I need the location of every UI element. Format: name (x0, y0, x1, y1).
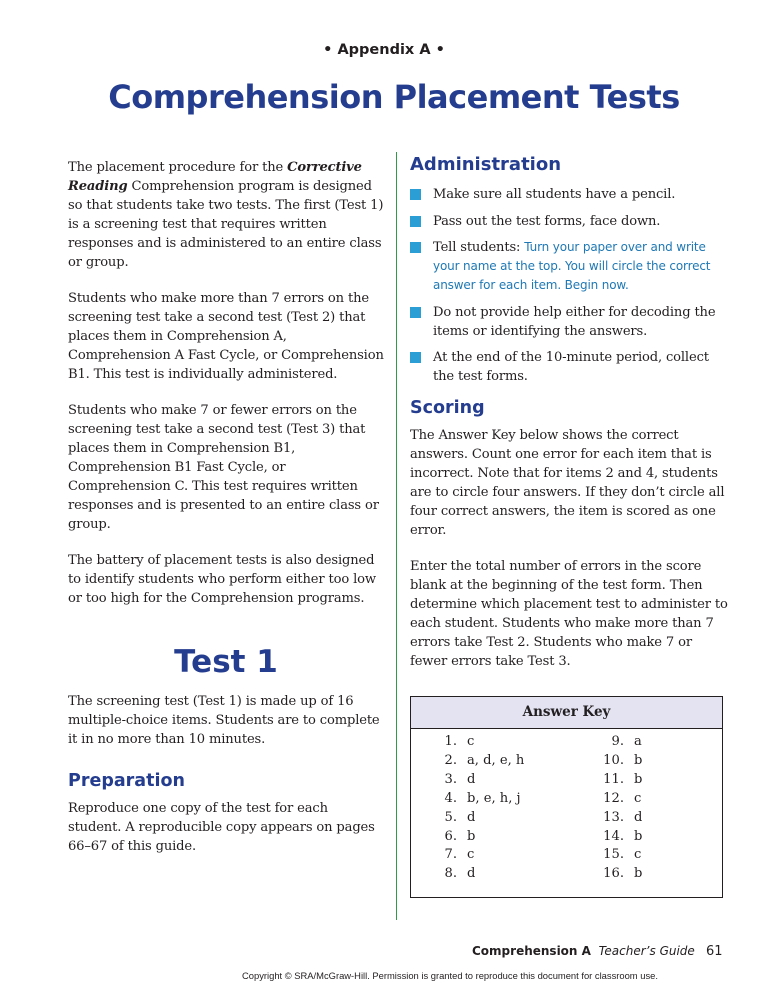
preparation-heading: Preparation (68, 771, 185, 791)
answer-key-number: 2. (444, 752, 457, 768)
intro-lead: The placement procedure for the (68, 160, 288, 175)
list-item: Do not provide help either for decoding the items or identifying the answers. (410, 303, 728, 341)
answer-key-number: 13. (603, 809, 624, 825)
answer-key-answer: d (467, 866, 476, 882)
preparation-text: Reproduce one copy of the test for each student. A reproducible copy appears on pages 66–67 of this guide. (68, 801, 375, 854)
square-bullet-icon (410, 307, 421, 318)
answer-key-table (410, 696, 723, 898)
paragraph-battery: The battery of placement tests is also designed to identify students who perform either too low or too high for the Comprehension programs. (68, 553, 376, 606)
answer-key-answer: b (467, 828, 476, 844)
answer-key-number: 4. (444, 790, 457, 806)
list-item: At the end of the 10-minute period, collect the test forms. (410, 348, 728, 386)
page-number: 61 (706, 944, 723, 959)
square-bullet-icon (410, 216, 421, 227)
answer-key-number: 12. (603, 790, 624, 806)
scoring-paragraph-2: Enter the total number of errors in the score blank at the beginning of the test form. Then determine which placement test to administer to each student. Students who make more than 7 errors take Test 2. Students who make 7 or fewer errors take Test 3. (410, 559, 728, 669)
answer-key-answer: b (634, 866, 643, 882)
answer-key-answer: b (634, 771, 643, 787)
square-bullet-icon (410, 352, 421, 363)
answer-key-number: 6. (444, 828, 457, 844)
answer-key-number: 1. (444, 734, 457, 749)
paragraph-test3: Students who make 7 or fewer errors on the screening test take a second test (Test 3) that places them in Comprehension B1, Comprehension B1 Fast Cycle, or Comprehension C. This test requires written responses and is presented to an entire class or group. (68, 403, 379, 532)
answer-key-number: 8. (444, 866, 457, 882)
intro-rest: Comprehension program is designed so that students take two tests. The first (Test 1) is a screening test that requires written responses and is administered to an entire class or group. (68, 179, 384, 270)
list-item: Pass out the test forms, face down. (410, 212, 728, 231)
answer-key-title: Answer Key (411, 697, 722, 729)
square-bullet-icon (410, 189, 421, 200)
answer-key-answer: a (634, 734, 642, 749)
paragraph-test2: Students who make more than 7 errors on the screening test take a second test (Test 2) that places them in Comprehension A, Comprehension A Fast Cycle, or Comprehension B1. This test is individually administered. (68, 291, 384, 382)
test1-heading: Test 1 (174, 644, 278, 680)
scoring-heading: Scoring (410, 398, 485, 418)
scoring-paragraph: The Answer Key below shows the correct answers. Count one error for each item that is incorrect. Note that for items 2 and 4, students are to circle four answers. If they don’t circle all four correct answers, the item is scored as one error. (410, 428, 725, 538)
answer-key-answer: c (467, 734, 475, 749)
answer-key-answer: d (634, 809, 643, 825)
square-bullet-icon (410, 242, 421, 253)
test1-description: The screening test (Test 1) is made up of 16 multiple-choice items. Students are to complete it in no more than 10 minutes. (68, 694, 380, 747)
guide-title: Comprehension A Teacher’s Guide (472, 944, 695, 958)
answer-key-number: 15. (603, 847, 624, 863)
program-name: Corrective Reading (68, 160, 362, 194)
answer-key-number: 9. (611, 734, 624, 749)
intro-paragraph (68, 158, 384, 272)
column-divider (396, 152, 397, 920)
list-item: Make sure all students have a pencil. (410, 185, 728, 204)
answer-key-answer: c (634, 790, 642, 806)
answer-key-answer: a, d, e, h (467, 752, 525, 768)
answer-key-answer: b (634, 752, 643, 768)
answer-key-answer: d (467, 809, 476, 825)
administration-list (410, 185, 728, 386)
copyright-notice: Copyright © SRA/McGraw-Hill. Permission is granted to reproduce this document for classroom use. (242, 970, 658, 981)
answer-key-number: 16. (603, 866, 624, 882)
answer-key-number: 5. (444, 809, 457, 825)
answer-key-answer: c (467, 847, 475, 863)
answer-key-answer: c (634, 847, 642, 863)
left-column (68, 158, 384, 856)
right-column (410, 154, 728, 671)
answer-key-number: 7. (444, 847, 457, 863)
teacher-script: Turn your paper over and write your name at the top. You will circle the correct answer for each item. Begin now. (433, 240, 711, 292)
answer-key-number: 3. (444, 771, 457, 787)
administration-heading: Administration (410, 154, 562, 175)
answer-key-number: 11. (603, 771, 624, 787)
answer-key-number: 10. (603, 752, 624, 768)
answer-key-number: 14. (603, 828, 624, 844)
page-title: Comprehension Placement Tests (108, 78, 680, 116)
answer-key-answer: b, e, h, j (467, 790, 521, 806)
appendix-label: • Appendix A • (323, 42, 445, 58)
answer-key-answer: b (634, 828, 643, 844)
answer-key-answer: d (467, 771, 476, 787)
list-item: Tell students: Turn your paper over and write your name at the top. You will circle the correct answer for each item. Begin now. (410, 238, 728, 295)
